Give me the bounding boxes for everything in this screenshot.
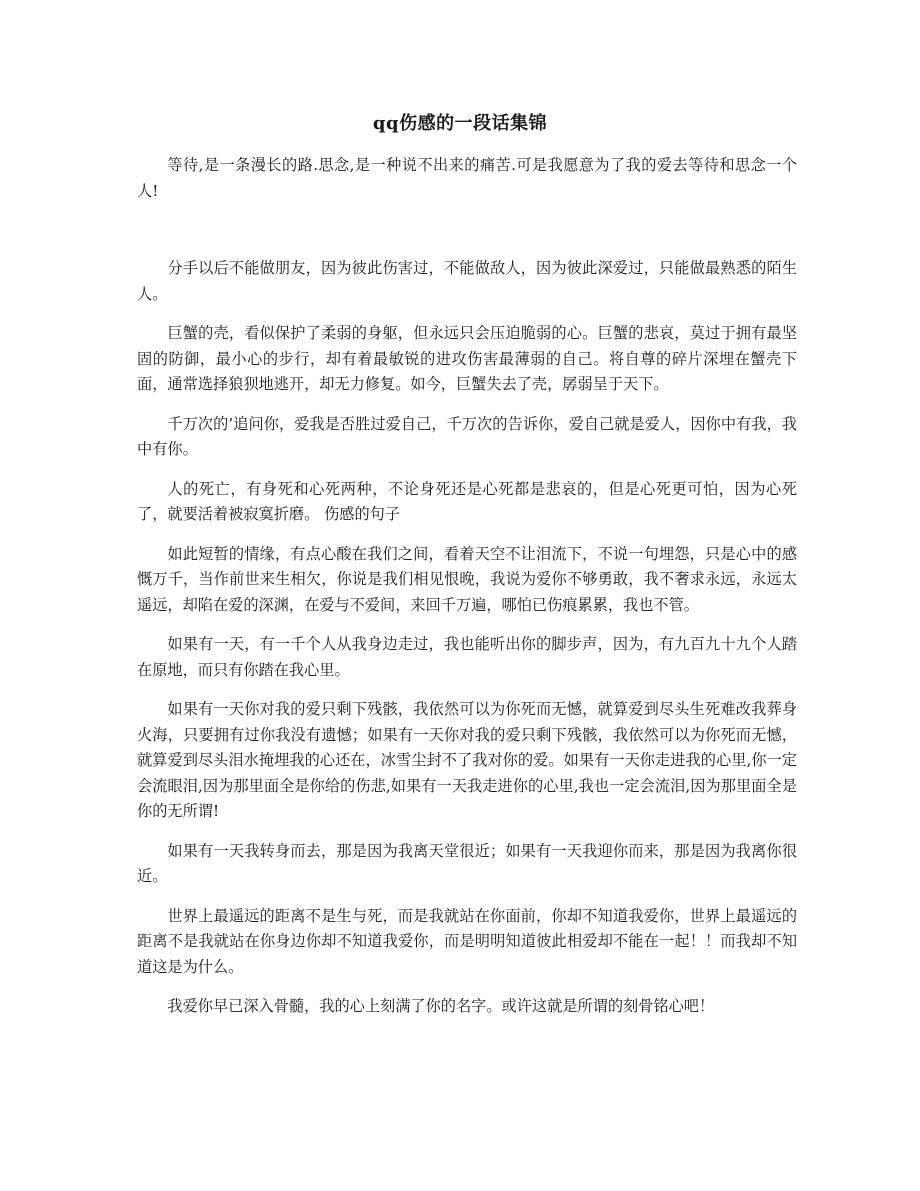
paragraph: 世界上最遥远的距离不是生与死，而是我就站在你面前，你却不知道我爱你，世界上最遥远的距离不是我就站在你身边你却不知道我爱你，而是明明知道彼此相爱却不能在一起！！而我却不知道这是为什么。	[137, 906, 797, 976]
document-title: qq伤感的一段话集锦	[372, 113, 548, 134]
paragraph: 如果有一天，有一千个人从我身边走过，我也能听出你的脚步声，因为，有九百九十九个人踏在原地，而只有你踏在我心里。	[137, 635, 797, 679]
paragraph: 我爱你早已深入骨髓，我的心上刻满了你的名字。或许这就是所谓的刻骨铭心吧！	[167, 997, 715, 1015]
paragraph: 分手以后不能做朋友，因为彼此伤害过，不能做敌人，因为彼此深爱过，只能做最熟悉的陌生人。	[137, 259, 797, 303]
paragraph: 如果有一天你对我的爱只剩下残骸，我依然可以为你死而无憾，就算爱到尽头生死难改我葬身火海，只要拥有过你我没有遗憾；如果有一天你对我的爱只剩下残骸，我依然可以为你死而无憾，就算爱到尽头泪水掩埋我的心还在，冰雪尘封不了我对你的爱。如果有一天你走进我的心里,你一定会流眼泪,因为那里面全是你给的伤悲,如果有一天我走进你的心里,我也一定会流泪,因为那里面全是你的无所谓!	[137, 700, 797, 820]
document-body	[137, 153, 797, 1034]
paragraph: 千万次的’追问你，爱我是否胜过爱自己，千万次的告诉你，爱自己就是爱人，因你中有我，我中有你。	[137, 414, 797, 458]
paragraph: 人的死亡，有身死和心死两种，不论身死还是心死都是悲哀的，但是心死更可怕，因为心死了，就要活着被寂寞折磨。 伤感的句子	[137, 479, 797, 523]
paragraph: 如果有一天我转身而去，那是因为我离天堂很近；如果有一天我迎你而来，那是因为我离你很近。	[137, 841, 797, 885]
paragraph: 巨蟹的壳，看似保护了柔弱的身躯，但永远只会压迫脆弱的心。巨蟹的悲哀，莫过于拥有最坚固的防御，最小心的步行，却有着最敏锐的进攻伤害最薄弱的自己。将自尊的碎片深埋在蟹壳下面，通常选择狼狈地逃开，却无力修复。如今，巨蟹失去了壳，孱弱呈于天下。	[137, 324, 797, 393]
paragraph: 等待,是一条漫长的路.思念,是一种说不出来的痛苦.可是我愿意为了我的爱去等待和思念一个人!	[137, 156, 797, 200]
paragraph: 如此短暂的情缘，有点心酸在我们之间，看着天空不让泪流下，不说一句埋怨，只是心中的感慨万千，当作前世来生相欠，你说是我们相见恨晚，我说为爱你不够勇敢，我不奢求永远，永远太遥远，却陷在爱的深渊，在爱与不爱间，来回千万遍，哪怕已伤痕累累，我也不管。	[137, 544, 797, 614]
